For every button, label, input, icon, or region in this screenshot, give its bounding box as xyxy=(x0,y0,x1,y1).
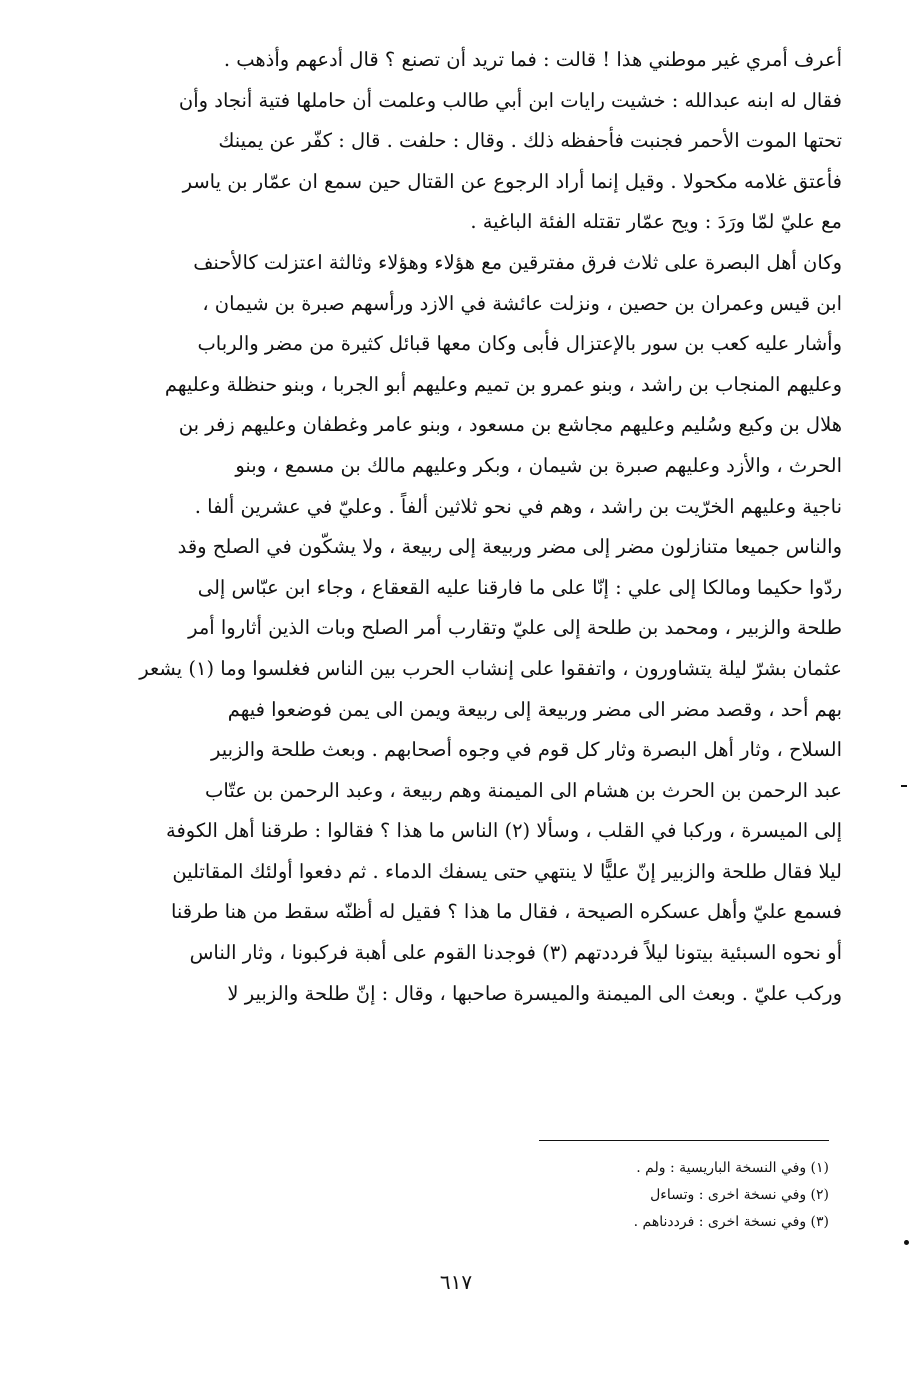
text-line: بهم أحد ، وقصد مضر الى مضر وربيعة إلى ربيعة ويمن الى يمن فوضعوا فيهم xyxy=(227,697,842,721)
text-line: أو نحوه السبئية بيتونا ليلاً فرددتهم (٣) فوجدنا القوم على أهبة فركبونا ، وثار الناس xyxy=(189,941,842,965)
page-number: ٦١٧ xyxy=(439,1270,473,1294)
text-line: وأشار عليه كعب بن سور بالإعتزال فأبى وكان معها قبائل كثيرة من مضر والرباب xyxy=(197,332,842,356)
text-line: ابن قيس وعمران بن حصين ، ونزلت عائشة في الازد ورأسهم صبرة بن شيمان ، xyxy=(202,291,842,315)
body-text xyxy=(107,40,842,1014)
text-line: طلحة والزبير ، ومحمد بن طلحة إلى عليّ وتقارب أمر الصلح وبات الذين أثاروا أمر xyxy=(188,616,842,640)
text-line: وكان أهل البصرة على ثلاث فرق مفترقين مع هؤلاء وهؤلاء وثالثة اعتزلت كالأحنف xyxy=(193,250,842,274)
text-line: فأعتق غلامه مكحولا . وقيل إنما أراد الرجوع عن القتال حين سمع ان عمّار بن ياسر xyxy=(182,169,842,193)
margin-mark xyxy=(904,1240,909,1245)
text-line: تحتها الموت الأحمر فجنبت فأحفظه ذلك . وقال : حلفت . قال : كفّر عن يمينك xyxy=(218,129,842,153)
text-line: ناجية وعليهم الخرّيت بن راشد ، وهم في نحو ثلاثين ألفاً . وعليّ في عشرين ألفا . xyxy=(194,494,842,518)
text-line: ردّوا حكيما ومالكا إلى علي : إنّا على ما فارقنا عليه القعقاع ، وجاء ابن عبّاس إلى xyxy=(197,575,842,599)
text-line: مع عليّ لمّا ورَدَ : ويح عمّار تقتله الفئة الباغية . xyxy=(470,210,842,234)
margin-mark xyxy=(901,785,907,787)
footnote: (٢) وفي نسخة اخرى : وتساءل xyxy=(650,1187,829,1203)
text-line: وركب عليّ . وبعث الى الميمنة والميسرة صاحبها ، وقال : إنّ طلحة والزبير لا xyxy=(227,981,842,1005)
footnotes xyxy=(329,1155,829,1236)
text-line: والناس جميعا متنازلون مضر إلى مضر وربيعة إلى ربيعة ، ولا يشكّون في الصلح وقد xyxy=(177,535,842,559)
text-line: فقال له ابنه عبدالله : خشيت رايات ابن أبي طالب وعلمت أن حاملها فتية أنجاد وأن xyxy=(178,88,842,112)
text-line: هلال بن وكيع وسُليم وعليهم مجاشع بن مسعود ، وبنو عامر وغطفان وعليهم زفر بن xyxy=(178,413,842,437)
text-line: الحرث ، والأزد وعليهم صبرة بن شيمان ، وبكر وعليهم مالك بن مسمع ، وبنو xyxy=(235,453,842,477)
footnote: (٣) وفي نسخة اخرى : فرددناهم . xyxy=(633,1214,829,1230)
text-line: السلاح ، وثار أهل البصرة وثار كل قوم في وجوه أصحابهم . وبعث طلحة والزبير xyxy=(210,738,842,762)
footnote-divider xyxy=(539,1140,829,1141)
text-line: وعليهم المنجاب بن راشد ، وبنو عمرو بن تميم وعليهم أبو الجربا ، وبنو حنظلة وعليهم xyxy=(164,372,842,396)
text-line: عثمان بشرّ ليلة يتشاورون ، واتفقوا على إنشاب الحرب بين الناس فغلسوا وما (١) يشعر xyxy=(139,656,842,680)
text-line: إلى الميسرة ، وركبا في القلب ، وسألا (٢) الناس ما هذا ؟ فقالوا : طرقنا أهل الكوفة xyxy=(166,819,842,843)
text-line: ليلا فقال طلحة والزبير إنّ عليًّا لا ينتهي حتى يسفك الدماء . ثم دفعوا أولئك المقاتلين xyxy=(172,859,842,883)
text-line: عبد الرحمن بن الحرث بن هشام الى الميمنة وهم ربيعة ، وعبد الرحمن بن عتّاب xyxy=(205,778,842,802)
footnote: (١) وفي النسخة الباريسية : ولم . xyxy=(636,1160,829,1176)
text-line: أعرف أمري غير موطني هذا ! قالت : فما تريد أن تصنع ؟ قال أدعهم وأذهب . xyxy=(223,48,842,71)
text-line: فسمع عليّ وأهل عسكره الصيحة ، فقال ما هذا ؟ فقيل له أظنّه سقط من هنا طرقنا xyxy=(170,900,842,924)
